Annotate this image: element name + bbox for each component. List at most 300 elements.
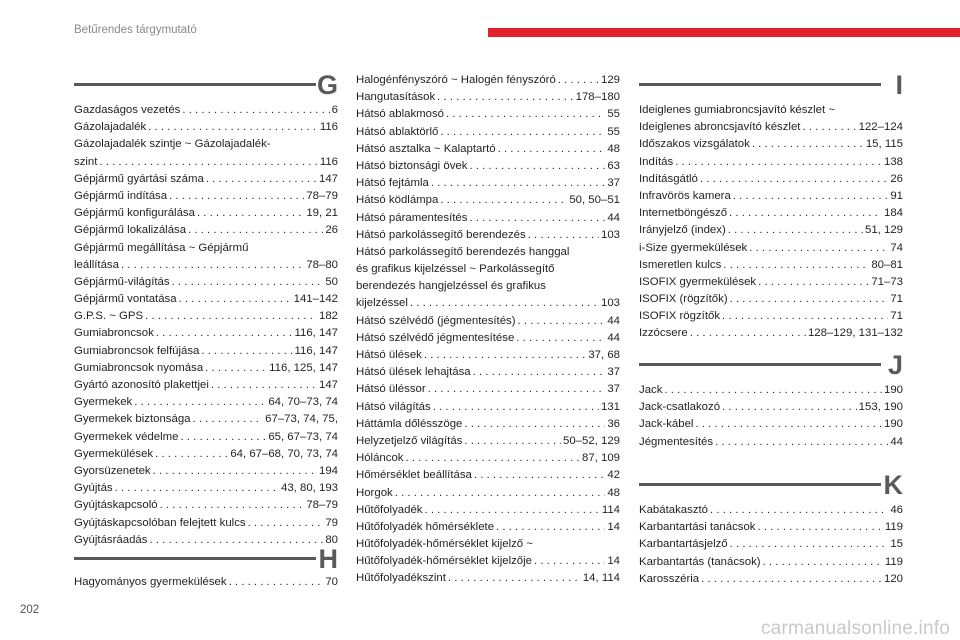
dot-leader xyxy=(440,192,567,209)
index-entry xyxy=(356,192,620,209)
index-term: Időszakos vizsgálatok xyxy=(639,138,750,151)
index-page-ref: 37 xyxy=(607,383,620,396)
index-term: Hátsó ülések xyxy=(356,349,422,361)
index-page-ref: 80–81 xyxy=(871,258,903,271)
index-term: Gépjármű gyártási száma xyxy=(74,172,204,185)
dot-leader xyxy=(469,210,605,227)
index-page-ref: 129 xyxy=(600,74,620,86)
index-entry xyxy=(639,399,903,416)
index-term: Hátsó fejtámla xyxy=(356,177,429,190)
index-entry-line: Gépjármű megállítása ~ Gépjármű xyxy=(74,241,249,254)
section-rule xyxy=(639,483,881,486)
index-entry xyxy=(356,72,620,89)
index-entry xyxy=(639,291,903,308)
index-page-ref: 120 xyxy=(883,572,903,585)
index-term: szint xyxy=(74,155,98,168)
dot-leader xyxy=(496,519,605,536)
dot-leader xyxy=(229,574,324,591)
dot-leader xyxy=(182,102,329,119)
dot-leader xyxy=(528,227,599,244)
index-term: ISOFIX gyermekülések xyxy=(639,275,757,288)
dot-leader xyxy=(424,347,586,364)
section-rule xyxy=(74,83,316,86)
dot-leader xyxy=(446,106,605,123)
index-term: Hátsó szélvédő jégmentesítése xyxy=(356,331,515,344)
index-term: Ideiglenes abroncsjavító készlet xyxy=(639,121,801,134)
dot-leader xyxy=(197,205,304,222)
index-term: Hátsó páramentesítés xyxy=(356,211,468,224)
entries-h-continued xyxy=(356,72,620,588)
index-term: Hűtőfolyadék-hőmérséklet kijelzője xyxy=(356,555,533,568)
dot-leader xyxy=(695,416,882,433)
dot-leader xyxy=(664,382,882,399)
index-page-ref: 43, 80, 193 xyxy=(280,482,338,495)
index-term: ISOFIX rögzítők xyxy=(639,310,721,323)
index-page-ref: 71–73 xyxy=(871,275,903,288)
page-number: 202 xyxy=(20,604,40,616)
index-page-ref: 51, 129 xyxy=(864,224,903,237)
index-term: Gyújtáskapcsolóban felejtett kulcs xyxy=(74,516,246,529)
dot-leader xyxy=(431,175,606,192)
dot-leader xyxy=(134,394,266,411)
index-page-ref: 50 xyxy=(325,275,338,288)
index-entry xyxy=(74,574,338,591)
dot-leader xyxy=(710,502,888,519)
index-page-ref: 119 xyxy=(884,521,903,534)
index-entry-line: Ideiglenes gumiabroncsjavító készlet ~ xyxy=(639,104,835,116)
dot-leader xyxy=(498,141,606,158)
index-entry-line: Hátsó parkolássegítő berendezés hanggal xyxy=(356,245,570,258)
index-entry xyxy=(74,394,338,411)
index-term: Hátsó szélvédő (jégmentesítés) xyxy=(356,314,516,327)
dot-leader xyxy=(433,399,599,416)
index-page-ref: 63 xyxy=(607,159,620,172)
index-page-ref: 128–129, 131–132 xyxy=(807,327,903,340)
dot-leader xyxy=(153,463,317,480)
index-page-ref: 55 xyxy=(607,108,620,121)
index-entry xyxy=(639,154,903,171)
dot-leader xyxy=(758,519,883,536)
index-page-ref: 91 xyxy=(890,189,903,202)
dot-leader xyxy=(558,72,599,89)
dot-leader xyxy=(448,570,581,587)
index-entry xyxy=(74,377,338,394)
running-header-title: Betűrendes tárgymutató xyxy=(74,24,197,36)
index-page-ref: 70 xyxy=(325,576,338,588)
index-page-ref: 15, 115 xyxy=(865,138,903,151)
index-term: Gyermekek védelme xyxy=(74,430,179,443)
dot-leader xyxy=(473,364,606,381)
index-term: Hátsó parkolássegítő berendezés xyxy=(356,228,526,241)
watermark-text: carmanualsonline.info xyxy=(760,618,950,639)
index-page-ref: 37 xyxy=(607,366,620,379)
index-page-ref: 14 xyxy=(607,520,620,533)
dot-leader xyxy=(690,325,806,342)
index-entry xyxy=(74,446,338,463)
section-rule xyxy=(74,557,316,560)
index-term: Gyermekek xyxy=(74,396,133,409)
index-term: Jack xyxy=(639,384,663,396)
entries-g xyxy=(74,102,338,549)
section-rule xyxy=(639,363,881,366)
index-term: Karbantartás (tanácsok) xyxy=(639,555,761,568)
dot-leader xyxy=(437,89,573,106)
dot-leader xyxy=(148,119,318,136)
section-letter: J xyxy=(887,350,903,380)
index-term: Internetböngésző xyxy=(639,207,728,220)
dot-leader xyxy=(172,274,324,291)
index-page-ref: 26 xyxy=(325,224,338,237)
index-term: Karosszéria xyxy=(639,572,700,585)
index-entry xyxy=(639,519,903,536)
index-entry xyxy=(74,343,338,360)
index-page-ref: 116, 125, 147 xyxy=(269,361,338,374)
dot-leader xyxy=(469,158,605,175)
index-page-ref: 67–73, 74, 75, xyxy=(265,413,338,426)
index-entry xyxy=(74,291,338,308)
index-entry xyxy=(639,502,903,519)
index-page-ref: 114 xyxy=(601,503,620,516)
index-term: Hóláncok xyxy=(356,452,404,465)
index-entry xyxy=(639,240,903,257)
index-term: Gyorsüzenetek xyxy=(74,464,151,477)
index-entry xyxy=(639,119,903,136)
index-page-ref: 44 xyxy=(607,314,620,327)
index-page-ref: 116 xyxy=(319,121,338,134)
index-page-ref: 79 xyxy=(325,516,338,529)
index-term: Gumiabroncsok nyomása xyxy=(74,361,204,374)
section-rule xyxy=(639,83,881,86)
dot-leader xyxy=(169,188,304,205)
index-entry xyxy=(639,222,903,239)
dot-leader xyxy=(193,411,264,428)
index-term: Hátsó asztalka ~ Kalaptartó xyxy=(356,142,496,155)
index-term: Indításgátló xyxy=(639,172,698,185)
dot-leader xyxy=(728,222,863,239)
index-entry xyxy=(356,313,620,330)
index-term: kijelzéssel xyxy=(356,297,408,310)
index-page-ref: 190 xyxy=(883,418,903,431)
index-page-ref: 147 xyxy=(318,379,338,391)
index-page-ref: 71 xyxy=(890,310,903,323)
index-page-ref: 64, 70–73, 74 xyxy=(268,396,338,409)
dot-leader xyxy=(675,154,882,171)
index-entry xyxy=(356,106,620,123)
index-term: Karbantartásjelző xyxy=(639,538,728,551)
index-entry xyxy=(74,257,338,274)
index-term: Gyermekülések xyxy=(74,447,154,460)
index-term: Gépjármű lokalizálása xyxy=(74,224,187,237)
index-entry xyxy=(74,497,338,514)
index-page-ref: 48 xyxy=(607,142,620,155)
dot-leader xyxy=(730,291,889,308)
index-term: Kabátakasztó xyxy=(639,504,709,516)
index-term: Hátsó ablaktörlő xyxy=(356,125,439,138)
index-page-ref: 116, 147 xyxy=(294,344,338,357)
index-entry xyxy=(639,308,903,325)
index-entry xyxy=(74,480,338,497)
dot-leader xyxy=(180,429,266,446)
entries-j xyxy=(639,382,903,451)
index-page-ref: 78–80 xyxy=(306,258,338,271)
dot-leader xyxy=(722,399,857,416)
index-entry xyxy=(356,364,620,381)
index-term: Gázolajadalék xyxy=(74,121,147,134)
index-entry xyxy=(74,102,338,119)
dot-leader xyxy=(700,171,888,188)
index-entry xyxy=(74,205,338,222)
dot-leader xyxy=(211,377,317,394)
index-entry xyxy=(74,411,338,428)
index-page-ref: 42 xyxy=(607,469,620,482)
index-term: Hátsó ablakmosó xyxy=(356,108,445,121)
index-page-ref: 26 xyxy=(890,172,903,185)
index-entry xyxy=(639,274,903,291)
index-page-ref: 153, 190 xyxy=(858,401,903,414)
index-page-ref: 15 xyxy=(890,538,903,551)
index-term: Hangutasítások xyxy=(356,91,436,104)
index-page-ref: 178–180 xyxy=(575,91,620,104)
dot-leader xyxy=(115,480,279,497)
index-entry xyxy=(639,536,903,553)
dot-leader xyxy=(534,553,605,570)
index-page-ref: 103 xyxy=(600,228,620,241)
index-term: Gyújtásráadás xyxy=(74,533,148,546)
dot-leader xyxy=(406,450,580,467)
index-term: Irányjelző (index) xyxy=(639,224,726,237)
index-entry xyxy=(74,119,338,136)
index-term: Karbantartási tanácsok xyxy=(639,521,756,534)
index-entry xyxy=(356,89,620,106)
index-entry xyxy=(639,554,903,571)
index-page-ref: 87, 109 xyxy=(581,452,620,465)
index-entry xyxy=(356,570,620,587)
index-page-ref: 44 xyxy=(890,435,903,448)
index-page-ref: 184 xyxy=(883,207,903,220)
dot-leader xyxy=(188,222,323,239)
dot-leader xyxy=(395,485,606,502)
dot-leader xyxy=(156,325,293,342)
entries-h xyxy=(74,574,338,591)
index-entry xyxy=(356,210,620,227)
index-term: Hátsó ködlámpa xyxy=(356,194,439,207)
index-term: Hűtőfolyadékszint xyxy=(356,572,446,585)
index-term: Hagyományos gyermekülések xyxy=(74,576,227,588)
index-entry xyxy=(356,485,620,502)
index-entry xyxy=(74,532,338,549)
dot-leader xyxy=(201,343,292,360)
index-entry-line: berendezés hangjelzéssel és grafikus xyxy=(356,280,546,293)
index-term: Hőmérséklet beállítása xyxy=(356,469,472,482)
index-entry xyxy=(639,136,903,153)
index-entry-line: és grafikus kijelzéssel ~ Parkolássegítő xyxy=(356,263,555,276)
index-entry xyxy=(356,553,620,570)
index-term: Ismeretlen kulcs xyxy=(639,258,722,271)
section-letter: K xyxy=(883,470,903,500)
dot-leader xyxy=(701,571,882,588)
index-term: Hátsó biztonsági övek xyxy=(356,159,468,172)
index-entry xyxy=(356,330,620,347)
dot-leader xyxy=(428,381,606,398)
index-term: Halogénfényszóró ~ Halogén fényszóró xyxy=(356,74,556,86)
index-page-ref: 141–142 xyxy=(293,293,338,306)
index-entry xyxy=(356,381,620,398)
dot-leader xyxy=(763,554,883,571)
index-page-ref: 55 xyxy=(607,125,620,138)
dot-leader xyxy=(410,295,599,312)
dot-leader xyxy=(440,124,605,141)
index-entry xyxy=(356,141,620,158)
index-term: Jégmentesítés xyxy=(639,435,714,448)
index-page-ref: 50, 50–51 xyxy=(569,194,620,207)
dot-leader xyxy=(723,257,869,274)
dot-leader xyxy=(248,515,324,532)
index-entry xyxy=(356,295,620,312)
index-entry xyxy=(74,188,338,205)
index-page-ref: 14 xyxy=(607,555,620,568)
index-entry xyxy=(356,124,620,141)
index-page-ref: 194 xyxy=(318,464,338,477)
index-page-ref: 50–52, 129 xyxy=(562,434,620,447)
dot-leader xyxy=(715,434,888,451)
index-term: Hűtőfolyadék xyxy=(356,503,423,516)
index-page-ref: 190 xyxy=(883,384,903,396)
index-page-ref: 37 xyxy=(607,177,620,190)
entries-i xyxy=(639,102,903,343)
index-entry xyxy=(639,434,903,451)
dot-leader xyxy=(516,330,605,347)
section-letter: G xyxy=(316,70,338,100)
index-page-ref: 19, 21 xyxy=(306,207,338,220)
index-entry xyxy=(639,257,903,274)
section-letter: I xyxy=(895,70,903,100)
dot-leader xyxy=(729,205,882,222)
index-page-ref: 78–79 xyxy=(306,499,338,512)
dot-leader xyxy=(155,446,228,463)
index-entry xyxy=(356,347,620,364)
index-page-ref: 36 xyxy=(607,417,620,430)
dot-leader xyxy=(205,360,267,377)
dot-leader xyxy=(425,502,600,519)
dot-leader xyxy=(464,416,605,433)
index-page-ref: 6 xyxy=(331,104,338,116)
index-page-ref: 74 xyxy=(890,241,903,254)
index-page-ref: 64, 67–68, 70, 73, 74 xyxy=(230,447,338,460)
index-page-ref: 103 xyxy=(600,297,620,310)
index-entry xyxy=(74,360,338,377)
index-term: Gépjármű vontatása xyxy=(74,293,177,306)
index-page-ref: 119 xyxy=(884,555,903,568)
index-page-ref: 147 xyxy=(318,172,338,185)
index-entry xyxy=(356,416,620,433)
index-entry xyxy=(356,158,620,175)
index-page-ref: 122–124 xyxy=(858,121,903,134)
index-entry xyxy=(356,175,620,192)
index-entry xyxy=(639,171,903,188)
index-term: Gumiabroncsok xyxy=(74,327,154,340)
index-entry xyxy=(639,205,903,222)
dot-leader xyxy=(518,313,606,330)
dot-leader xyxy=(722,308,888,325)
index-term: i-Size gyermekülések xyxy=(639,241,748,254)
index-term: Hátsó ülések lehajtása xyxy=(356,366,471,379)
index-term: ISOFIX (rögzítők) xyxy=(639,293,728,306)
index-term: Jack-csatlakozó xyxy=(639,401,721,414)
index-entry xyxy=(356,450,620,467)
index-term: Gépjármű indítása xyxy=(74,189,168,202)
index-entry xyxy=(356,502,620,519)
index-entry xyxy=(74,429,338,446)
index-term: Horgok xyxy=(356,486,393,499)
index-term: Hátsó üléssor xyxy=(356,383,426,396)
index-term: G.P.S. ~ GPS xyxy=(74,310,144,323)
dot-leader xyxy=(730,536,889,553)
index-entry xyxy=(639,382,903,399)
index-entry xyxy=(356,399,620,416)
index-page-ref: 131 xyxy=(600,400,620,413)
index-page-ref: 14, 114 xyxy=(582,572,620,585)
index-page-ref: 80 xyxy=(325,533,338,546)
dot-leader xyxy=(752,136,864,153)
index-entry xyxy=(639,416,903,433)
index-entry xyxy=(356,519,620,536)
dot-leader xyxy=(749,240,888,257)
index-term: Gépjármű konfigurálása xyxy=(74,207,195,220)
dot-leader xyxy=(145,308,317,325)
index-entry xyxy=(74,274,338,291)
index-term: Jack-kábel xyxy=(639,418,694,431)
index-term: Infravörös kamera xyxy=(639,189,731,202)
entries-k xyxy=(639,502,903,588)
index-entry-line: Gázolajadalék szintje ~ Gázolajadalék- xyxy=(74,138,271,151)
index-term: Hűtőfolyadék hőmérséklete xyxy=(356,520,495,533)
index-page-ref: 71 xyxy=(890,293,903,306)
section-letter: H xyxy=(318,544,338,574)
index-term: Gyártó azonosító plakettjei xyxy=(74,379,209,391)
index-entry xyxy=(74,325,338,342)
index-term: Helyzetjelző világítás xyxy=(356,434,463,447)
index-page-ref: 37, 68 xyxy=(588,349,620,361)
index-entry xyxy=(639,571,903,588)
index-term: Gyújtás xyxy=(74,482,113,495)
index-entry xyxy=(74,308,338,325)
index-entry xyxy=(356,433,620,450)
dot-leader xyxy=(206,171,317,188)
dot-leader xyxy=(733,188,889,205)
index-term: Gyermekek biztonsága xyxy=(74,413,191,426)
index-term: Indítás xyxy=(639,155,674,168)
index-entry xyxy=(74,154,338,171)
index-entry xyxy=(639,325,903,342)
index-page-ref: 116 xyxy=(319,155,338,168)
index-entry xyxy=(356,227,620,244)
index-term: Gyújtáskapcsoló xyxy=(74,499,158,512)
index-term: Izzócsere xyxy=(639,327,688,340)
dot-leader xyxy=(160,497,305,514)
dot-leader xyxy=(474,467,605,484)
index-term: Háttámla dőlésszöge xyxy=(356,417,463,430)
index-entry xyxy=(74,463,338,480)
index-term: Gumiabroncsok felfújása xyxy=(74,344,200,357)
index-term: Gazdaságos vezetés xyxy=(74,104,181,116)
index-entry-line: Hűtőfolyadék-hőmérséklet kijelző ~ xyxy=(356,538,533,551)
dot-leader xyxy=(121,257,304,274)
index-page-ref: 65, 67–73, 74 xyxy=(268,430,338,443)
dot-leader xyxy=(149,532,323,549)
index-entry xyxy=(74,515,338,532)
index-term: Gépjármű-világítás xyxy=(74,275,170,288)
index-page-ref: 138 xyxy=(883,155,903,168)
